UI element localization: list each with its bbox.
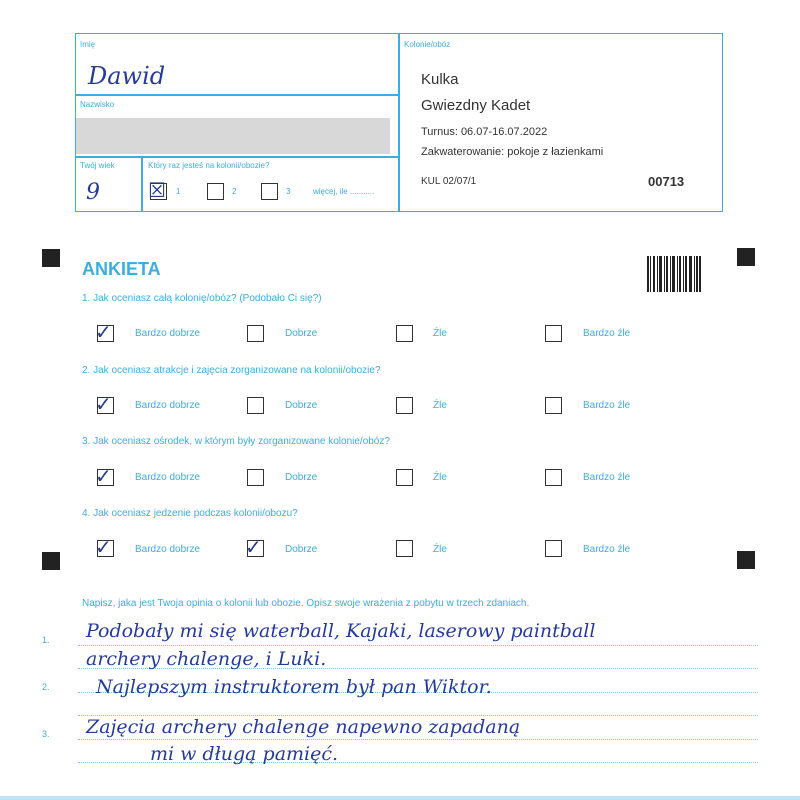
opinion-number-1: 1. [42,635,50,645]
imie-label: Imię [80,40,96,49]
kolonie-name1: Kulka [421,71,459,88]
kolonie-turnus: Turnus: 06.07-16.07.2022 [421,126,548,138]
opinion-line-1 [78,645,758,646]
registration-marker-br [737,551,755,569]
q2-bardzo-zle-checkbox[interactable] [545,397,562,414]
q1-bardzo-zle-checkbox[interactable] [545,325,562,342]
q3-zle-checkbox[interactable] [396,469,413,486]
raz-opt-3: 3 [286,187,291,196]
kolonie-label: Kolonie/obóz [404,40,451,49]
wiek-label: Twój wiek [80,161,115,170]
header-divider-h2 [75,156,398,158]
q2-zle-label: Źle [433,400,447,411]
q3-dobrze-label: Dobrze [285,472,318,483]
opinion-prompt: Napisz, jaka jest Twoja opinia o kolonii lub obozie. Opisz swoje wrażenia z pobytu w trzech zdaniach. [82,598,530,609]
nazwisko-redacted [76,118,390,154]
q3-checkmark: ✓ [95,464,112,488]
bottom-edge-stripe [0,796,800,800]
registration-marker-tl [42,249,60,267]
q4-checkmark-dobrze: ✓ [245,535,262,559]
opinion-number-3: 3. [42,729,50,739]
imie-value: Dawid [88,62,166,90]
question-1: 1. Jak oceniasz całą kolonię/obóz? (Podobało Ci się?) [82,293,322,304]
kolonie-name2: Gwiezdny Kadet [421,97,531,114]
raz-checkbox-2[interactable] [207,183,224,200]
opinion-text-2: archery chalenge, i Luki. [86,648,327,670]
q1-bardzo-zle-label: Bardzo źle [583,328,631,339]
nazwisko-label: Nazwisko [80,100,115,109]
raz-opt-2: 2 [232,187,237,196]
opinion-line-5 [78,739,758,740]
registration-marker-tr [737,248,755,266]
q3-dobrze-checkbox[interactable] [247,469,264,486]
opinion-text-3: Najlepszym instruktorem był pan Wiktor. [96,676,492,698]
barcode-icon [647,256,701,292]
q4-zle-label: Źle [433,544,447,555]
q2-dobrze-label: Dobrze [285,400,318,411]
q1-dobrze-label: Dobrze [285,328,318,339]
raz-wiecej: więcej, ile ........... [313,187,375,196]
q3-zle-label: Źle [433,472,447,483]
q2-checkmark: ✓ [95,392,112,416]
q2-dobrze-checkbox[interactable] [247,397,264,414]
question-4: 4. Jak oceniasz jedzenie podczas kolonii/obozu? [82,508,298,519]
q4-bardzo-dobrze-label: Bardzo dobrze [135,544,201,555]
q4-checkmark-bardzo-dobrze: ✓ [95,535,112,559]
header-divider-vertical [398,33,400,212]
q4-dobrze-label: Dobrze [285,544,318,555]
q1-bardzo-dobrze-label: Bardzo dobrze [135,328,201,339]
question-2: 2. Jak oceniasz atrakcje i zajęcia zorganizowane na kolonii/obozie? [82,365,381,376]
q2-bardzo-dobrze-label: Bardzo dobrze [135,400,201,411]
q1-zle-label: Źle [433,328,447,339]
ktory-raz-label: Który raz jesteś na kolonii/obozie? [148,161,270,170]
q4-bardzo-zle-label: Bardzo źle [583,544,631,555]
q1-zle-checkbox[interactable] [396,325,413,342]
q3-bardzo-zle-checkbox[interactable] [545,469,562,486]
raz-checkbox-3[interactable] [261,183,278,200]
raz-checkmark-1: ☒ [148,178,166,202]
opinion-text-5: mi w długą pamięć. [150,743,339,765]
q3-bardzo-zle-label: Bardzo źle [583,472,631,483]
wiek-value: 9 [86,180,100,205]
q2-bardzo-zle-label: Bardzo źle [583,400,631,411]
header-divider-h1 [75,94,398,96]
header-divider-age [141,156,143,212]
q4-zle-checkbox[interactable] [396,540,413,557]
raz-opt-1: 1 [176,187,181,196]
kolonie-code: KUL 02/07/1 [421,176,477,187]
q1-dobrze-checkbox[interactable] [247,325,264,342]
opinion-text-1: Podobały mi się waterball, Kajaki, laserowy paintball [86,620,596,642]
q3-bardzo-dobrze-label: Bardzo dobrze [135,472,201,483]
question-3: 3. Jak oceniasz ośrodek, w którym były zorganizowane kolonie/obóz? [82,436,390,447]
kolonie-zakwaterowanie: Zakwaterowanie: pokoje z łazienkami [421,146,604,158]
q1-checkmark: ✓ [95,320,112,344]
registration-marker-bl [42,552,60,570]
opinion-text-4: Zajęcia archery chalenge napewno zapadaną [86,716,521,738]
q4-bardzo-zle-checkbox[interactable] [545,540,562,557]
kolonie-number: 00713 [648,174,685,189]
opinion-number-2: 2. [42,682,50,692]
q2-zle-checkbox[interactable] [396,397,413,414]
ankieta-title: ANKIETA [82,259,161,279]
